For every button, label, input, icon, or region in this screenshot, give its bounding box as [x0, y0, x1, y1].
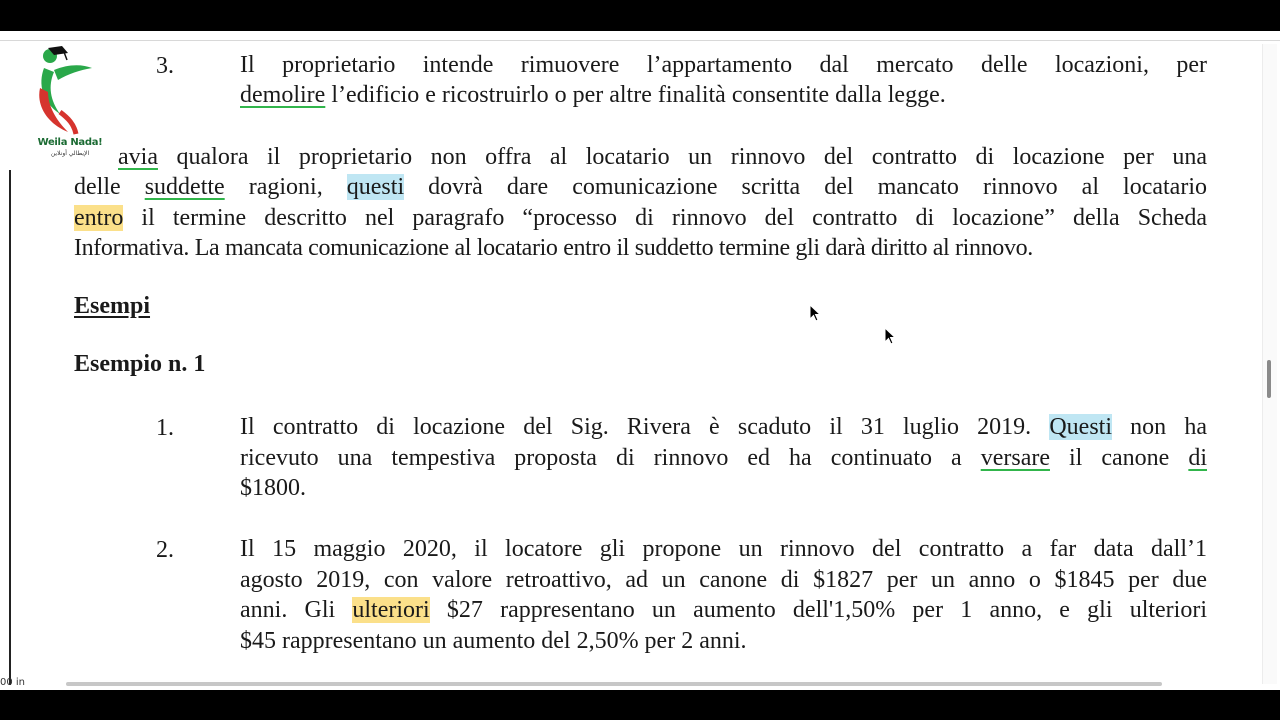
- para-line3: [74, 203, 1207, 234]
- ex1-line2: [240, 443, 1207, 474]
- logo-title: Weila Nada!: [37, 137, 103, 148]
- horizontal-scrollbar[interactable]: [66, 682, 1162, 686]
- highlighted-word: questi: [346, 174, 405, 200]
- page-top-edge: [0, 40, 1280, 41]
- status-position: 00 in: [0, 677, 26, 688]
- text-run: ragioni,: [224, 174, 347, 200]
- grammar-flag-word: di: [1188, 445, 1208, 471]
- highlighted-word: ulteriori: [352, 597, 430, 623]
- text-run: anni. Gli: [240, 597, 353, 623]
- highlighted-word: entro: [74, 205, 124, 231]
- item3-line1: Il proprietario intende rimuovere l’appartamento dal mercato delle locazioni, per: [240, 52, 1207, 78]
- text-run: $27 rappresentano un aumento dell'1,50% per 1 anno, e gli ulteriori: [429, 597, 1207, 623]
- text-run: ricevuto una tempestiva proposta di rinnovo ed ha continuato a: [240, 445, 981, 471]
- video-letterbox-bottom: [0, 690, 1280, 720]
- text-run: delle: [74, 174, 145, 200]
- video-letterbox-top: [0, 0, 1280, 31]
- text-run: non ha: [1112, 414, 1207, 440]
- list-number: 1.: [156, 415, 174, 441]
- text-run: Il contratto di locazione del Sig. Rivera è scaduto il 31 luglio 2019.: [240, 414, 1050, 440]
- grammar-flag-word: avia: [118, 144, 158, 170]
- item3-line2: [240, 80, 946, 111]
- ex2-line4: $45 rappresentano un aumento del 2,50% per 2 anni.: [240, 628, 747, 654]
- section-heading: Esempi: [74, 293, 151, 319]
- mouse-pointer-icon: [809, 304, 821, 322]
- left-margin-rule: [9, 170, 11, 685]
- ex1-line1: [240, 412, 1207, 443]
- ex2-line1: Il 15 maggio 2020, il locatore gli propone un rinnovo del contratto a far data dall’1: [240, 536, 1207, 562]
- ex2-line2: agosto 2019, con valore retroattivo, ad un canone di $1827 per un anno o $1845 per due: [240, 567, 1207, 593]
- text-run: il termine descritto nel paragrafo “processo di rinnovo del contratto di locazione” della Scheda: [123, 205, 1207, 231]
- list-number: 3.: [156, 53, 174, 79]
- ex1-line3: $1800.: [240, 475, 306, 501]
- mascot-figure-icon: [34, 44, 104, 139]
- text-run: dovrà dare comunicazione scritta del mancato rinnovo al locatario: [404, 174, 1207, 200]
- para-line4: Informativa. La mancata comunicazione al locatario entro il suddetto termine gli darà diritto al rinnovo.: [74, 235, 1033, 261]
- logo-subtitle: الإيطالي أونلاين: [50, 150, 90, 157]
- highlighted-word: Questi: [1049, 414, 1113, 440]
- grammar-flag-word: demolire: [240, 82, 326, 108]
- para-line1: [118, 142, 1207, 173]
- grammar-flag-word: versare: [980, 445, 1050, 471]
- ex2-line3: [240, 595, 1207, 626]
- para-line2: [74, 172, 1207, 203]
- channel-logo: [34, 44, 104, 162]
- subsection-heading: Esempio n. 1: [74, 351, 206, 377]
- mouse-pointer-icon: [884, 327, 896, 345]
- vertical-scroll-thumb[interactable]: [1267, 360, 1271, 398]
- text-run: il canone: [1049, 445, 1189, 471]
- list-number: 2.: [156, 537, 174, 563]
- text-run: l’edificio e ricostruirlo o per altre finalità consentite dalla legge.: [325, 82, 946, 108]
- grammar-flag-word: suddette: [144, 174, 225, 200]
- text-run: qualora il proprietario non offra al locatario un rinnovo del contratto di locazione per una: [157, 144, 1207, 170]
